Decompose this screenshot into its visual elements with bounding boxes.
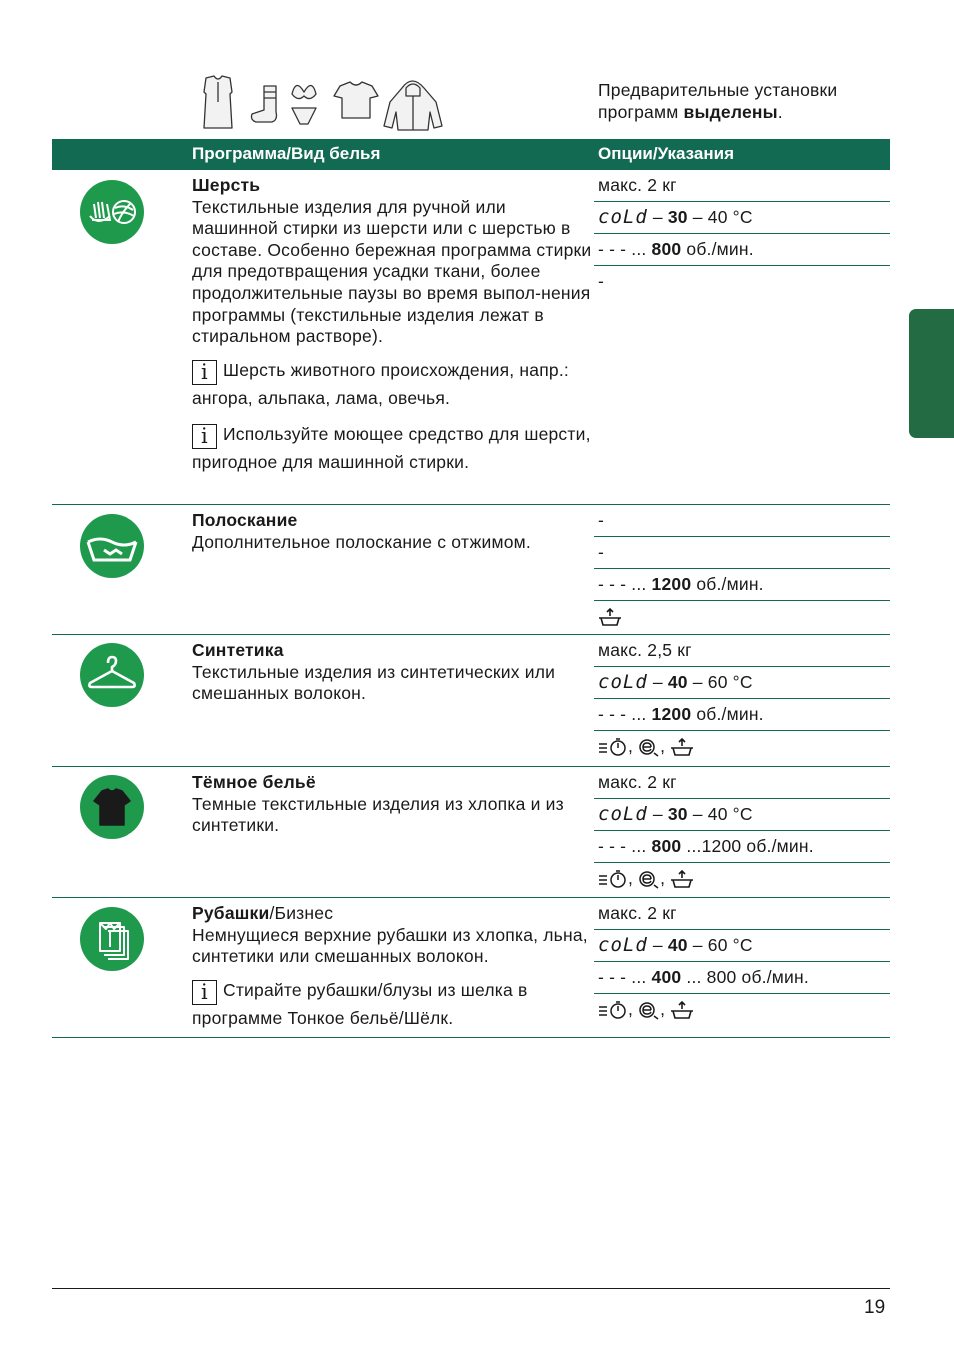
spin-tail: об./мин. <box>691 574 764 594</box>
wool-info-1 <box>192 357 592 411</box>
spin-prefix: - - - ... <box>598 836 652 856</box>
shirts-spin <box>594 962 890 994</box>
spin-prefix: - - - ... <box>598 574 652 594</box>
eco-perfect-icon <box>638 1000 660 1020</box>
footer-divider <box>52 1288 890 1289</box>
dark-wash-load: макс. 2 кг <box>594 767 890 799</box>
spin-prefix: - - - ... <box>598 704 652 724</box>
temp-default: 40 <box>667 935 688 955</box>
shirts-title <box>192 903 592 925</box>
wool-load: макс. 2 кг <box>594 170 890 202</box>
cold-label: coLd <box>598 934 648 956</box>
spin-tail: ... 800 об./мин. <box>681 967 809 987</box>
spin-default: 1200 <box>651 574 692 594</box>
temp-max: – 40 °C <box>687 207 753 227</box>
spin-default: 400 <box>651 967 682 987</box>
header-options: Опции/Указания <box>598 144 734 163</box>
wool-title: Шерсть <box>192 175 261 195</box>
program-shirts <box>52 898 890 1038</box>
wool-temp <box>594 202 890 234</box>
eco-perfect-icon <box>638 737 660 757</box>
spin-default: 800 <box>651 836 682 856</box>
spin-prefix: - - - ... <box>598 239 652 259</box>
shirts-title-rest: /Бизнес <box>269 903 334 923</box>
shirts-icon <box>80 907 144 971</box>
dark-wash-description <box>192 772 592 837</box>
side-tab <box>909 309 954 438</box>
shirts-text: Немнущиеся верхние рубашки из хлопка, льна, синтетики или смешанных волокон. <box>192 924 588 967</box>
wool-extra: - <box>598 271 605 291</box>
program-synthetics <box>52 635 890 767</box>
dark-wash-temp <box>594 799 890 831</box>
wool-options <box>594 170 890 297</box>
shirts-title-bold: Рубашки <box>192 903 270 923</box>
cold-label: coLd <box>598 803 648 825</box>
separator: , <box>660 868 671 888</box>
dark-wash-spin <box>594 831 890 863</box>
extra-rinse-icon <box>670 1000 694 1020</box>
preset-note-text: Предварительные установки программ <box>598 80 838 122</box>
header-program: Программа/Вид белья <box>192 144 381 163</box>
shirts-symbols <box>594 994 890 1025</box>
spin-default: 800 <box>651 239 682 259</box>
eco-perfect-icon <box>638 869 660 889</box>
spin-tail: об./мин. <box>681 239 754 259</box>
wool-info-2-text: Используйте моющее средство для шерсти, пригодное для машинной стирки. <box>192 423 591 472</box>
laundry-items-illustration <box>192 72 452 134</box>
separator: , <box>628 999 639 1019</box>
temp-default: 30 <box>667 804 688 824</box>
extra-rinse-icon <box>670 737 694 757</box>
synthetics-load: макс. 2,5 кг <box>594 635 890 667</box>
spin-default: 1200 <box>651 704 692 724</box>
shirts-info-1 <box>192 977 592 1031</box>
shirts-info-1-text: Стирайте рубашки/блузы из шелка в программе Тонкое бельё/Шёлк. <box>192 979 528 1028</box>
rinse-description <box>192 510 592 553</box>
page-number: 19 <box>864 1297 886 1318</box>
separator: , <box>628 868 639 888</box>
synthetics-title: Синтетика <box>192 640 284 660</box>
spin-tail: ...1200 об./мин. <box>681 836 814 856</box>
extra-rinse-icon <box>670 869 694 889</box>
shirts-load: макс. 2 кг <box>594 898 890 930</box>
dark-wash-text: Темные текстильные изделия из хлопка и из синтетики. <box>192 793 564 836</box>
info-icon: i <box>192 980 217 1005</box>
temp-default: 30 <box>667 207 688 227</box>
separator: , <box>628 736 639 756</box>
info-icon: i <box>192 360 217 385</box>
temp-dash: – <box>647 804 668 824</box>
speed-perfect-icon <box>598 869 628 889</box>
program-wool <box>52 170 890 505</box>
shirts-description <box>192 903 592 1031</box>
temp-max: – 60 °C <box>687 935 753 955</box>
temp-max: – 60 °C <box>687 672 753 692</box>
rinse-opt-1: - <box>594 505 890 537</box>
wool-description <box>192 175 592 475</box>
spin-prefix: - - - ... <box>598 967 652 987</box>
temp-dash: – <box>647 207 668 227</box>
temp-default: 40 <box>667 672 688 692</box>
dark-shirt-icon <box>80 775 144 839</box>
spin-tail: об./мин. <box>691 704 764 724</box>
wool-text: Текстильные изделия для ручной или машинной стирки из шерсти или с шерстью в составе. Особенно бережная программа стирки для предотвращения усадки ткани, более продолжительные паузы во время выпол-нения программы (текстильные изделия лежат в стиральном растворе). <box>192 196 592 347</box>
rinse-title: Полоскание <box>192 510 298 530</box>
rinse-opt-2: - <box>594 537 890 569</box>
rinse-options <box>594 505 890 632</box>
preset-note-end: . <box>777 102 783 122</box>
wool-info-1-text: Шерсть животного происхождения, напр.: ангора, альпака, лама, овечья. <box>192 359 569 408</box>
cold-label: coLd <box>598 206 648 228</box>
preset-note-bold: выделены <box>683 102 778 122</box>
program-rinse <box>52 505 890 635</box>
synthetics-temp <box>594 667 890 699</box>
speed-perfect-icon <box>598 737 628 757</box>
temp-dash: – <box>647 935 668 955</box>
temp-max: – 40 °C <box>687 804 753 824</box>
info-icon: i <box>192 424 217 449</box>
separator: , <box>660 999 671 1019</box>
table-header <box>52 139 890 170</box>
speed-perfect-icon <box>598 1000 628 1020</box>
synthetics-text: Текстильные изделия из синтетических или смешанных волокон. <box>192 661 556 704</box>
wool-wash-icon <box>80 180 144 244</box>
shirts-options <box>594 898 890 1025</box>
rinse-text: Дополнительное полоскание с отжимом. <box>192 531 531 552</box>
rinse-symbols <box>594 601 890 632</box>
preset-note <box>598 79 898 123</box>
rinse-spin <box>594 569 890 601</box>
cold-label: coLd <box>598 671 648 693</box>
separator: , <box>660 736 671 756</box>
wool-spin <box>594 234 890 266</box>
wool-info-2 <box>192 421 592 475</box>
shirts-temp <box>594 930 890 962</box>
dark-wash-title: Тёмное бельё <box>192 772 316 792</box>
program-dark-wash <box>52 767 890 898</box>
synthetics-options <box>594 635 890 762</box>
rinse-icon <box>80 514 144 578</box>
hanger-icon <box>80 643 144 707</box>
extra-rinse-icon <box>598 607 622 627</box>
temp-dash: – <box>647 672 668 692</box>
synthetics-symbols <box>594 731 890 762</box>
dark-wash-options <box>594 767 890 894</box>
synthetics-spin <box>594 699 890 731</box>
dark-wash-symbols <box>594 863 890 894</box>
synthetics-description <box>192 640 592 705</box>
